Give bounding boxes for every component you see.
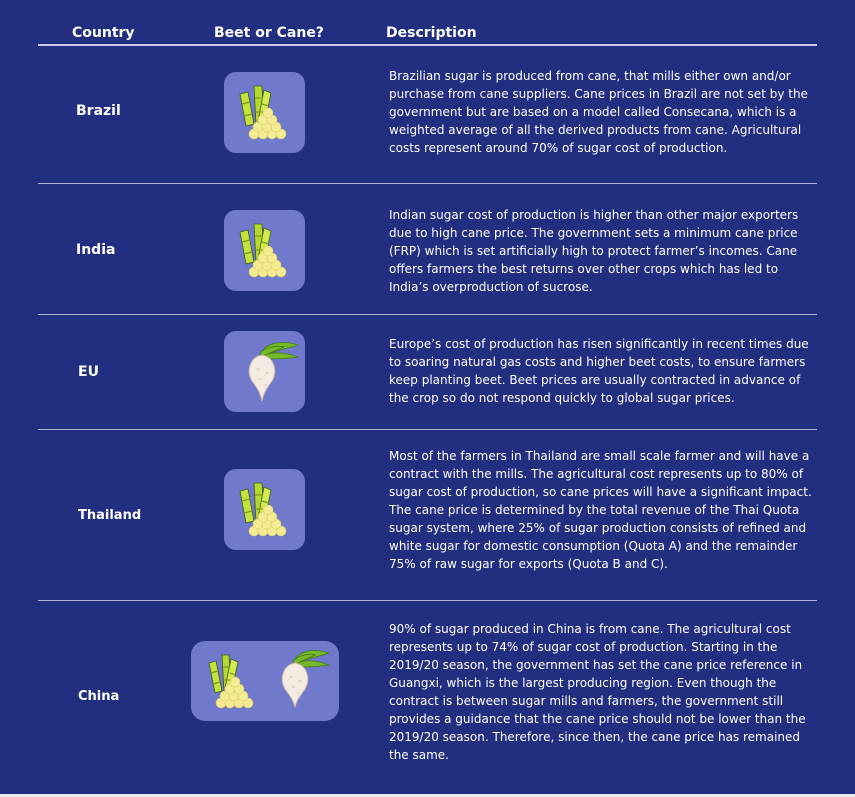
header-divider: [38, 44, 817, 46]
description-eu: Europe’s cost of production has risen significantly in recent times due to soaring natural gas costs and higher beet costs, to ensure farmers keep planting beet. Beet prices are usually contracted in advance of the crop so do not respond quickly to global sugar prices.: [389, 337, 809, 405]
country-eu: EU: [78, 364, 99, 380]
icon-tile-eu: [224, 331, 305, 412]
icon-tile-india: [224, 210, 305, 291]
row-divider: [38, 183, 817, 184]
icon-tile-china: [191, 641, 339, 721]
sugar-beet-icon: [282, 651, 329, 707]
header-description: Description: [386, 25, 477, 41]
row-divider: [38, 429, 817, 430]
sugarcane-icon: [209, 655, 253, 708]
description-brazil: Brazilian sugar is produced from cane, that mills either own and/or purchase from cane suppliers. Cane prices in Brazil are not set by the government but are based on a model called Consecana, which is a weighted average of all the derived products from cane. Agricultural costs represent around 70% of sugar cost of production.: [389, 69, 808, 155]
description-china: 90% of sugar produced in China is from cane. The agricultural cost represents up to 74% of sugar cost of production. Starting in the 2019/20 season, the government has set the cane price reference in Guangxi, which is the largest producing region. Even though the contract is between sugar mills and farmers, the government still provides a guidance that the cane price should not be lower than the 2019/20 season. Therefore, since then, the cane price has remained the same.: [389, 622, 806, 762]
row-divider: [38, 600, 817, 601]
country-thailand: Thailand: [78, 508, 142, 523]
sugarcane-icon: [224, 469, 305, 550]
sugarcane-and-beet-icons: [191, 641, 339, 721]
country-india: India: [76, 242, 116, 258]
country-china: China: [78, 689, 120, 704]
sugarcane-icon: [224, 72, 305, 153]
country-brazil: Brazil: [76, 103, 121, 119]
sugarcane-icon: [224, 210, 305, 291]
icon-tile-thailand: [224, 469, 305, 550]
description-india: Indian sugar cost of production is higher than other major exporters due to high cane price. The government sets a minimum cane price (FRP) which is set artificially high to protect farmer’s incomes. Cane offers farmers the best returns over other crops which has led to India’s overproduction of sucrose.: [389, 208, 799, 294]
header-country: Country: [72, 25, 135, 41]
icon-tile-brazil: [224, 72, 305, 153]
description-thailand: Most of the farmers in Thailand are small scale farmer and will have a contract with the mills. The agricultural cost represents up to 80% of sugar cost of production, so cane prices will have a significant impact. The cane price is determined by the total revenue of the Thai Quota sugar system, where 25% of sugar production consists of refined and white sugar for domestic consumption (Quota A) and the remainder 75% of raw sugar for exports (Quota B and C).: [389, 449, 812, 571]
header-beet-or-cane: Beet or Cane?: [214, 25, 324, 41]
row-divider: [38, 314, 817, 315]
sugar-beet-icon: [224, 331, 305, 412]
